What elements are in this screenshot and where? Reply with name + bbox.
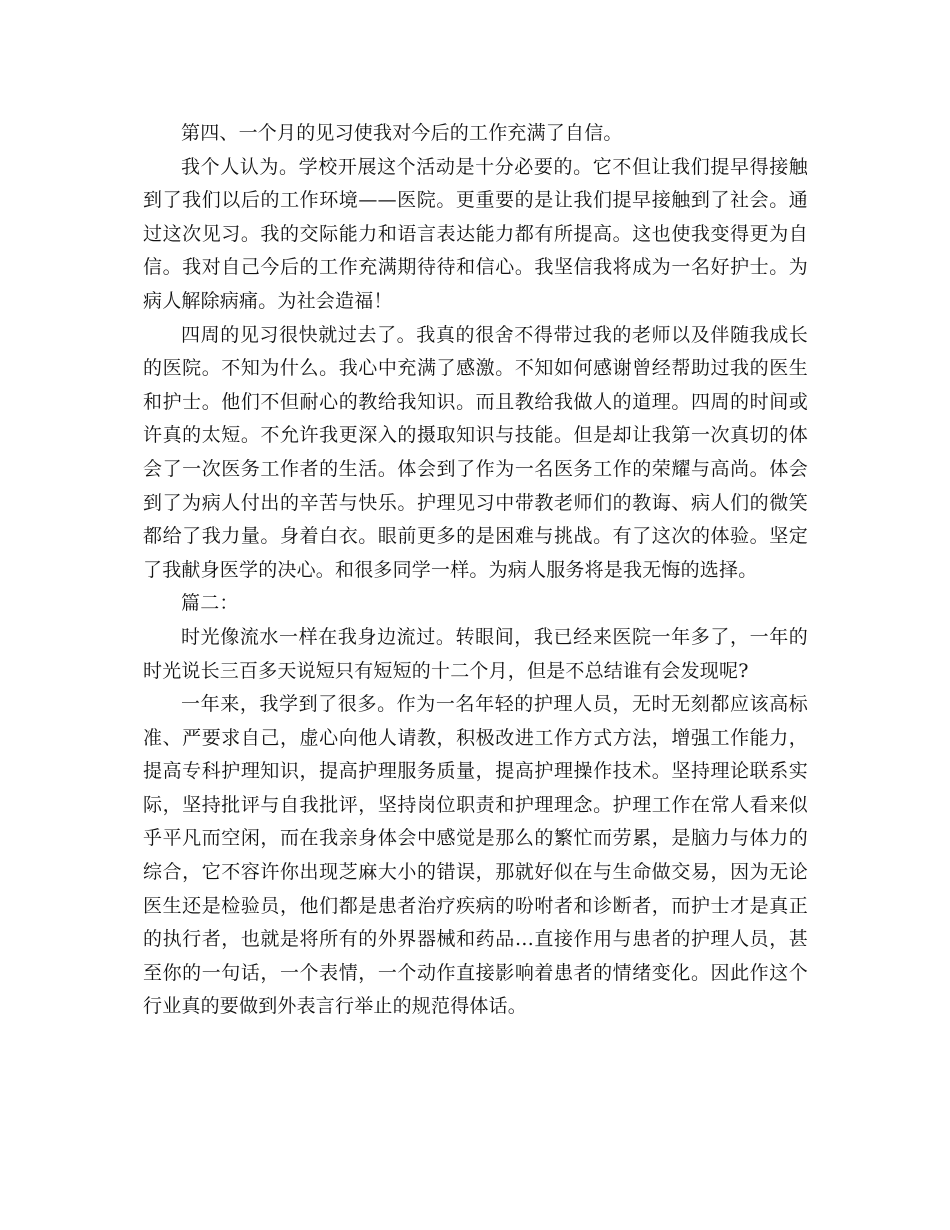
paragraph-year-summary: 一年来，我学到了很多。作为一名年轻的护理人员，无时无刻都应该高标准、严要求自己，虚心向他人请教，积极改进工作方式方法，增强工作能力，提高专科护理知识，提高护理服务质量，提高护理操作技术。坚持理论联系实际，坚持批评与自我批评，坚持岗位职责和护理理念。护理工作在常人看来似乎平凡而空闲，而在我亲身体会中感觉是那么的繁忙而劳累，是脑力与体力的综合，它不容许你出现芝麻大小的错误，那就好似在与生命做交易，因为无论医生还是检验员，他们都是患者治疗疾病的吩咐者和诊断者，而护士才是真正的执行者，也就是将所有的外界器械和药品…直接作用与患者的护理人员，甚至你的一句话，一个表情，一个动作直接影响着患者的情绪变化。因此作这个行业真的要做到外表言行举止的规范得体话。 bbox=[143, 693, 808, 1018]
paragraph-activity-necessity: 我个人认为。学校开展这个活动是十分必要的。它不但让我们提早得接触到了我们以后的工作环境——医院。更重要的是让我们提早接触到了社会。通过这次见习。我的交际能力和语言表达能力都有所提高。这也使我变得更为自信。我对自己今后的工作充满期待待和信心。我坚信我将成为一名好护士。为病人解除病痛。为社会造福！ bbox=[143, 155, 808, 312]
paragraph-four-weeks-reflection: 四周的见习很快就过去了。我真的很舍不得带过我的老师以及伴随我成长的医院。不知为什么。我心中充满了感激。不知如何感谢曾经帮助过我的医生和护士。他们不但耐心的教给我知识。而且教给我做人的道理。四周的时间或许真的太短。不允许我更深入的摄取知识与技能。但是却让我第一次真切的体会了一次医务工作者的生活。体会到了作为一名医务工作的荣耀与高尚。体会到了为病人付出的辛苦与快乐。护理见习中带教老师们的教诲、病人们的微笑都给了我力量。身着白衣。眼前更多的是困难与挑战。有了这次的体验。坚定了我献身医学的决心。和很多同学一样。为病人服务将是我无悔的选择。 bbox=[143, 323, 808, 581]
paragraph-confidence-heading: 第四、一个月的见习使我对今后的工作充满了自信。 bbox=[181, 122, 623, 144]
paragraph-time-passing: 时光像流水一样在我身边流过。转眼间，我已经来医院一年多了，一年的时光说长三百多天说短只有短短的十二个月，但是不总结谁有会发现呢? bbox=[143, 625, 808, 682]
section-heading-part-two: 篇二： bbox=[181, 592, 239, 615]
document-body bbox=[143, 117, 808, 1024]
